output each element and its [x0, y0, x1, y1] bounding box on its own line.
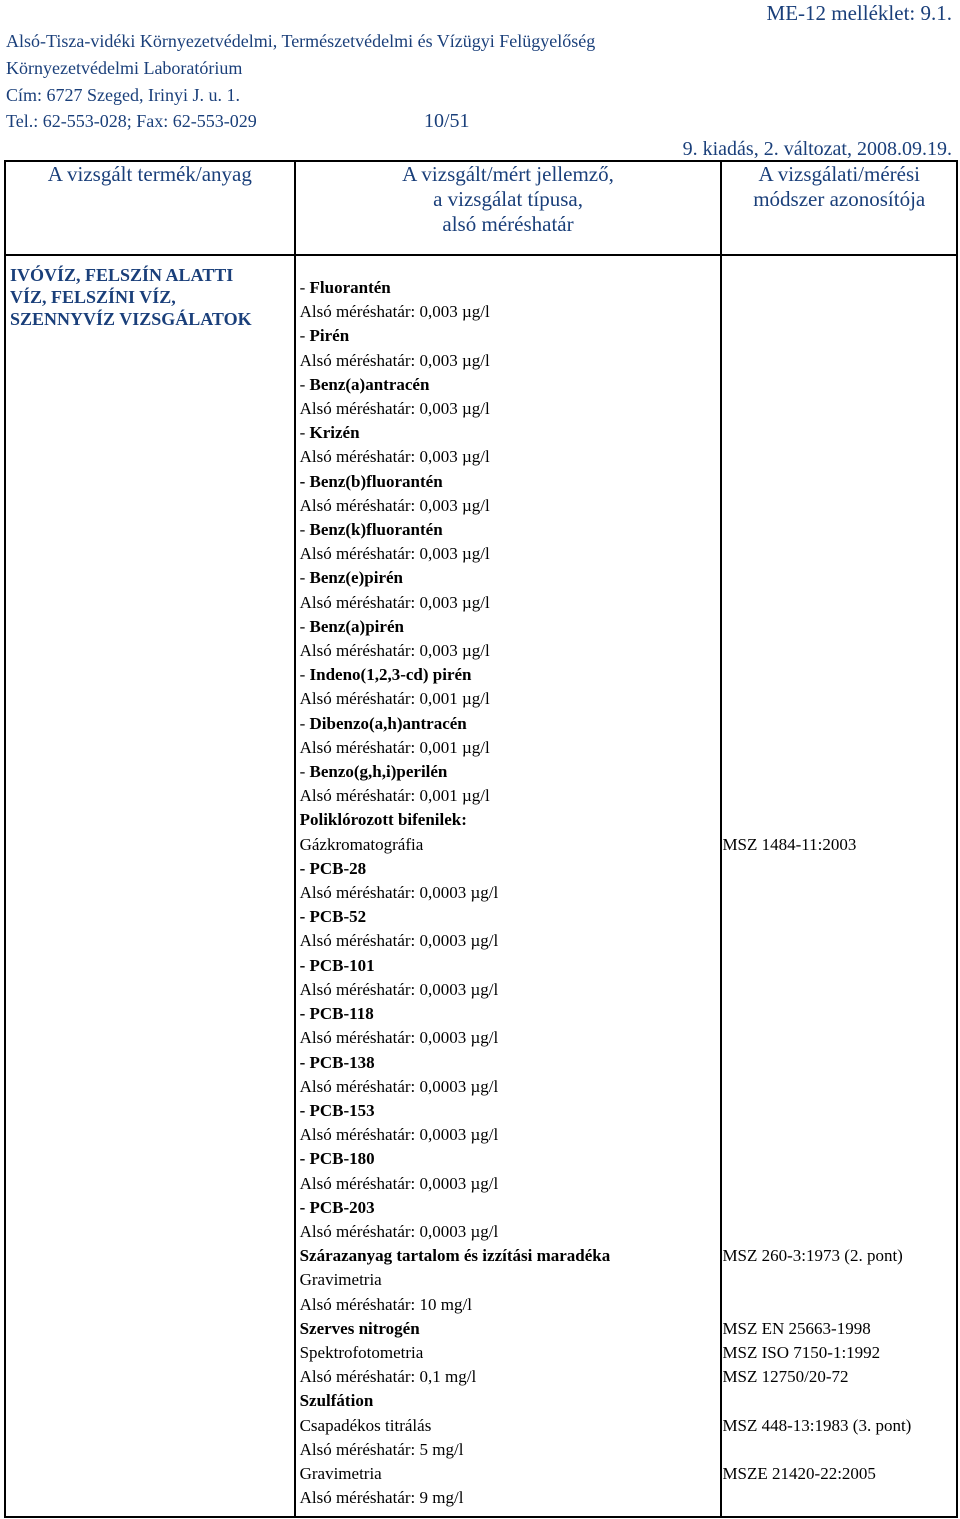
method-item: [722, 615, 956, 639]
annex-label: ME-12 melléklet: 9.1.: [766, 1, 952, 25]
measured-item-text: - PCB-180: [299, 1149, 375, 1169]
measured-item-text: - PCB-118: [299, 1004, 374, 1024]
edition-info: 9. kiadás, 2. változat, 2008.09.19.: [682, 138, 952, 160]
measured-item-text: Alsó méréshatár: 0,003 µg/l: [299, 495, 490, 515]
table-body-row: [5, 255, 957, 1517]
header-product-text: A vizsgált termék/anyag: [47, 162, 252, 186]
measured-item: [296, 639, 721, 663]
method-item: MSZ 12750/20-72: [722, 1367, 849, 1387]
measured-item-text: Fluorantén: [309, 278, 391, 297]
measured-item: [296, 1389, 721, 1413]
method-item: MSZE 21420-22:2005: [722, 1463, 876, 1483]
measured-item-text: - PCB-52: [299, 907, 367, 927]
measured-item: [296, 421, 721, 445]
method-item: [722, 1051, 956, 1075]
measured-item-text: Alsó méréshatár: 0,0003 µg/l: [299, 1125, 499, 1145]
header-method-line-2: módszer azonosítója: [753, 187, 926, 211]
measured-item: [296, 542, 721, 566]
method-item: [722, 881, 956, 905]
method-item: [722, 1099, 956, 1123]
measured-item-text: Alsó méréshatár: 0,003 µg/l: [299, 350, 490, 370]
measured-item: [296, 1123, 721, 1147]
method-item: [722, 929, 956, 953]
measured-item-text: Szerves nitrogén: [299, 1318, 420, 1338]
measured-item-text: Alsó méréshatár: 0,0003 µg/l: [299, 1173, 499, 1193]
method-item: [722, 445, 956, 469]
measured-item: [296, 591, 721, 615]
measured-item: [296, 954, 721, 978]
measured-item: [296, 978, 721, 1002]
measured-item: [296, 349, 721, 373]
measured-item: [296, 1220, 721, 1244]
measured-item: [296, 445, 721, 469]
measured-item: [296, 1099, 721, 1123]
measured-item: [296, 1075, 721, 1099]
measured-item-text: Alsó méréshatár: 10 mg/l: [299, 1294, 472, 1314]
method-item: [722, 373, 956, 397]
measured-item-text: Benz(e)pirén: [309, 568, 403, 588]
header-measured-line-1: A vizsgált/mért jellemző,: [402, 162, 614, 186]
measured-item: [296, 397, 721, 421]
measured-item-text: Alsó méréshatár: 0,003 µg/l: [299, 399, 490, 419]
measured-item-text: Pirén: [309, 326, 350, 346]
method-item: [722, 954, 956, 978]
method-item: [722, 1196, 956, 1220]
method-item: [722, 1389, 956, 1413]
method-item: [722, 421, 956, 445]
method-item: [722, 784, 956, 808]
measured-item: [296, 1268, 721, 1292]
measured-item: [296, 1147, 721, 1171]
measured-item: [296, 929, 721, 953]
measured-item-text: - PCB-203: [299, 1197, 375, 1217]
measured-item-text: Alsó méréshatár: 0,0003 µg/l: [299, 883, 499, 903]
measured-item: [296, 1293, 721, 1317]
method-list: [722, 256, 956, 1510]
table-header-row: [5, 161, 957, 255]
method-item: [722, 1438, 956, 1462]
measured-item: [296, 663, 721, 687]
method-item: [722, 712, 956, 736]
measured-item-text: Alsó méréshatár: 0,1 mg/l: [299, 1367, 477, 1387]
item-dash: -: [299, 326, 310, 346]
method-item: [722, 1002, 956, 1026]
measured-item-text: Alsó méréshatár: 0,0003 µg/l: [299, 1221, 499, 1241]
measured-item-text: Alsó méréshatár: 0,0003 µg/l: [299, 1028, 499, 1048]
page-number: 10/51: [424, 110, 470, 132]
method-item: [722, 736, 956, 760]
measured-item-text: Dibenzo(a,h)antracén: [309, 713, 467, 733]
method-item: [722, 687, 956, 711]
header-method-line-1: A vizsgálati/mérési: [758, 162, 920, 186]
measured-item: [296, 324, 721, 348]
method-item: [722, 324, 956, 348]
method-item: [722, 978, 956, 1002]
measured-item-text: - PCB-138: [299, 1052, 375, 1072]
method-item: [722, 470, 956, 494]
measured-item: [296, 518, 721, 542]
measured-item: [296, 615, 721, 639]
measured-item-text: Szárazanyag tartalom és izzítási maradéka: [299, 1246, 611, 1266]
method-item: MSZ ISO 7150-1:1992: [722, 1342, 881, 1362]
measured-item: [296, 687, 721, 711]
header-measured-line-2: a vizsgálat típusa,: [433, 187, 583, 211]
measured-item-text: Alsó méréshatár: 0,001 µg/l: [299, 689, 490, 709]
method-item: MSZ 260-3:1973 (2. pont): [722, 1246, 903, 1266]
phone-fax: Tel.: 62-553-028; Fax: 62-553-029: [6, 111, 257, 131]
measured-item: [296, 712, 721, 736]
item-dash: -: [299, 423, 310, 443]
measured-item-text: Alsó méréshatár: 0,0003 µg/l: [299, 979, 499, 999]
item-dash: -: [299, 568, 310, 588]
method-item: MSZ EN 25663-1998: [722, 1318, 871, 1338]
item-dash: -: [299, 713, 310, 733]
method-item: [722, 1026, 956, 1050]
measured-item: [296, 857, 721, 881]
measured-item: [296, 1462, 721, 1486]
header-measured: [295, 161, 722, 255]
measured-item: [296, 1026, 721, 1050]
measured-item: [296, 300, 721, 324]
header-method: [721, 161, 957, 255]
measured-item-text: Alsó méréshatár: 5 mg/l: [299, 1439, 464, 1459]
header-measured-line-3: alsó méréshatár: [442, 212, 574, 236]
measured-item-text: Benz(k)fluorantén: [309, 520, 443, 540]
measured-item-text: Alsó méréshatár: 0,001 µg/l: [299, 786, 490, 806]
measured-item-text: Indeno(1,2,3-cd) pirén: [309, 665, 472, 685]
measured-item-text: Gravimetria: [299, 1270, 382, 1290]
measured-item: [296, 1438, 721, 1462]
method-item: [722, 663, 956, 687]
method-item: [722, 905, 956, 929]
measured-item-text: Alsó méréshatár: 0,003 µg/l: [299, 302, 490, 322]
measured-item-text: Alsó méréshatár: 0,0003 µg/l: [299, 1076, 499, 1096]
method-item: [722, 1486, 956, 1510]
item-dash: -: [299, 665, 310, 685]
product-line-2: VÍZ, FELSZÍNI VÍZ,: [10, 287, 176, 307]
measured-item: [296, 276, 721, 300]
measured-item-text: - PCB-28: [299, 858, 367, 878]
org-name: Alsó-Tisza-vidéki Környezetvédelmi, Természetvédelmi és Vízügyi Felügyelőség: [6, 31, 596, 51]
measured-item-text: Benz(a)pirén: [309, 616, 404, 636]
measured-item-text: Alsó méréshatár: 0,003 µg/l: [299, 447, 490, 467]
measured-item: [296, 470, 721, 494]
method-item: [722, 1268, 956, 1292]
item-dash: -: [299, 762, 310, 782]
measured-item-text: - PCB-153: [299, 1100, 375, 1120]
measured-item: [296, 833, 721, 857]
method-cell: [721, 255, 957, 1517]
method-item: [722, 591, 956, 615]
measured-item-text: Krizén: [309, 423, 360, 443]
method-item: [722, 1172, 956, 1196]
method-item: MSZ 448-13:1983 (3. pont): [722, 1415, 912, 1435]
measured-item: [296, 1317, 721, 1341]
measured-item-text: Poliklórozott bifenilek:: [299, 810, 467, 830]
measured-item-text: Csapadékos titrálás: [299, 1415, 432, 1435]
product-line-3: SZENNYVÍZ VIZSGÁLATOK: [10, 309, 252, 329]
method-item: [722, 1220, 956, 1244]
measured-item-text: Spektrofotometria: [299, 1342, 424, 1362]
method-item: [722, 760, 956, 784]
method-item: [722, 276, 956, 300]
product-cell: [5, 255, 295, 1517]
method-item: [722, 566, 956, 590]
measured-item-text: Alsó méréshatár: 9 mg/l: [299, 1488, 464, 1508]
method-item: [722, 300, 956, 324]
method-item: [722, 397, 956, 421]
measured-item: [296, 494, 721, 518]
method-item: [722, 1147, 956, 1171]
measured-item-text: Alsó méréshatár: 0,003 µg/l: [299, 544, 490, 564]
measured-item: [296, 881, 721, 905]
measured-item: [296, 760, 721, 784]
method-item: [722, 494, 956, 518]
measured-item-text: Alsó méréshatár: 0,001 µg/l: [299, 737, 490, 757]
method-item: [722, 349, 956, 373]
item-dash: -: [299, 374, 310, 394]
measured-item: [296, 566, 721, 590]
method-item: [722, 808, 956, 832]
measured-item: [296, 1414, 721, 1438]
measured-item: [296, 1002, 721, 1026]
measured-item: [296, 808, 721, 832]
measured-item: [296, 1196, 721, 1220]
item-dash: -: [299, 520, 310, 540]
measured-item: [296, 1172, 721, 1196]
address: Cím: 6727 Szeged, Irinyi J. u. 1.: [6, 85, 240, 105]
item-dash: -: [299, 278, 310, 297]
measured-item-text: - PCB-101: [299, 955, 375, 975]
measured-item: [296, 1051, 721, 1075]
method-item: [722, 639, 956, 663]
measured-item-text: - Benz(b)fluorantén: [299, 471, 443, 491]
method-item: MSZ 1484-11:2003: [722, 834, 857, 854]
lab-name: Környezetvédelmi Laboratórium: [6, 58, 243, 78]
measured-item-text: Szulfátion: [299, 1391, 374, 1411]
measured-cell: [295, 255, 722, 1517]
measured-item: [296, 784, 721, 808]
methods-table: [4, 160, 958, 1518]
measured-item-text: Gázkromatográfia: [299, 834, 424, 854]
method-item: [722, 1075, 956, 1099]
measured-item-text: Alsó méréshatár: 0,003 µg/l: [299, 641, 490, 661]
measured-list: [296, 256, 721, 1510]
method-item: [722, 518, 956, 542]
method-item: [722, 542, 956, 566]
header-product: [5, 161, 295, 255]
measured-item-text: Gravimetria: [299, 1463, 382, 1483]
measured-item: [296, 373, 721, 397]
method-item: [722, 1293, 956, 1317]
measured-item: [296, 736, 721, 760]
method-item: [722, 857, 956, 881]
measured-item-text: Alsó méréshatár: 0,0003 µg/l: [299, 931, 499, 951]
measured-item: [296, 1244, 721, 1268]
measured-item: [296, 905, 721, 929]
measured-item-text: Benz(a)antracén: [309, 374, 430, 394]
measured-item: [296, 1486, 721, 1510]
item-dash: -: [299, 616, 310, 636]
measured-item-text: Benzo(g,h,i)perilén: [309, 762, 448, 782]
measured-item: [296, 1365, 721, 1389]
measured-item: [296, 1341, 721, 1365]
product-line-1: IVÓVÍZ, FELSZÍN ALATTI: [10, 265, 234, 285]
measured-item-text: Alsó méréshatár: 0,003 µg/l: [299, 592, 490, 612]
method-item: [722, 1123, 956, 1147]
